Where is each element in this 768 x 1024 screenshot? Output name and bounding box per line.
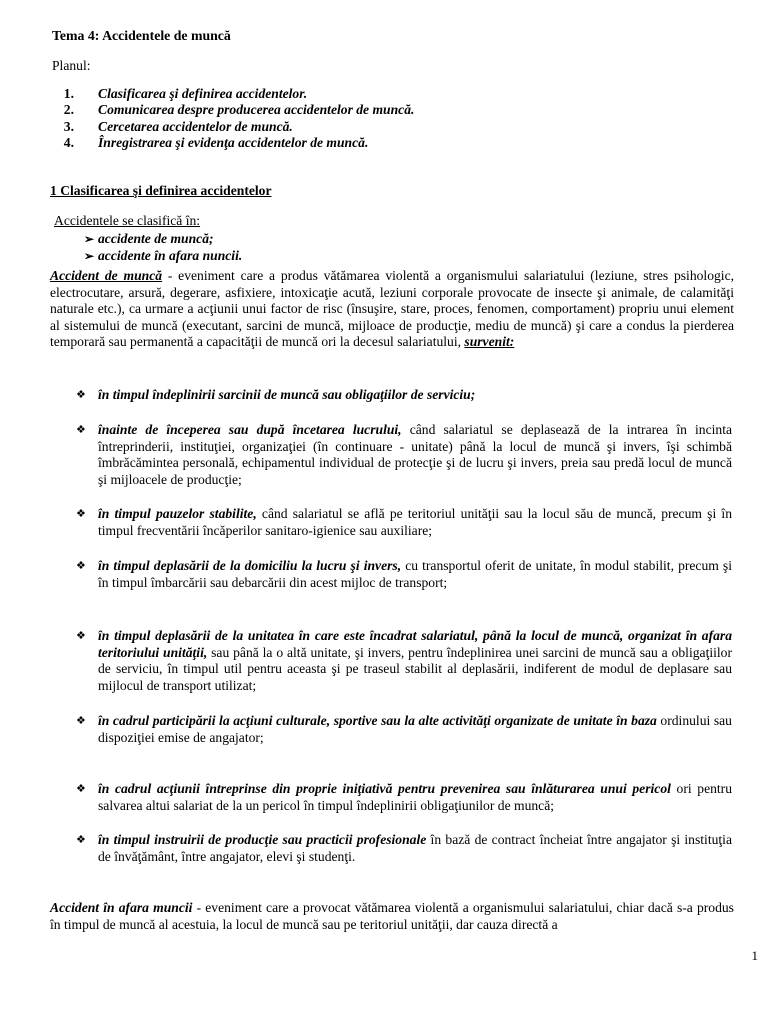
classification-item: ➢ accidente de muncă;	[50, 230, 242, 247]
plan-item: 3. Cercetarea accidentelor de muncă.	[63, 118, 293, 134]
diamond-bullet-icon: ❖	[76, 834, 86, 846]
document-page: Tema 4: Accidentele de muncă Planul: 1. Clasificarea şi definirea accidentelor. 2. Comunicarea despre producerea accidentelor de muncă. 3. Cercetarea accidentelor de muncă. 4. Înregistrarea şi evidenţa accidentelor de muncă. 1 Clasificarea şi definirea accidentelor Accidentele se clasifică în: ➢ accidente de muncă; ➢ accidente în afara nuncii. Accident de muncă - eveniment care a produs vătămarea violentă a organismului salariatului (leziune, stres psihologic, electrocutare, arsură, degerare, asfixiere, intoxicaţie acută, leziuni corporale provocate de insecte şi animale, de calamităţi naturale etc.), ca urmare a acţiunii unui factor de risc (însuşire, stare, proces, fenomen, comportament) propriu unui element al sistemului de muncă (executant, sarcini de muncă, mijloace de producţie, mediu de muncă) şi care a condus la pierderea temporară sau permanentă a capacităţii de muncă ori la decesul salariatului, survenit: ❖ în timpul îndeplinirii sarcinii de muncă sau obligaţiilor de serviciu; ❖ înainte de începerea sau după încetarea lucrului, când salariatul se deplasează de la intrarea în incinta întreprinderii, instituţiei, organizaţiei (în continuare - unitate) până la locul de muncă şi invers, îşi schimbă îmbrăcămintea personală, echipamentul individual de protecţie şi de lucru şi invers, preia sau predă locul de muncă şi mijloacele de producţie; ❖ în timpul pauzelor stabilite, când salariatul se află pe teritoriul unităţii sau la locul său de muncă, precum şi în timpul frecventării încăperilor sanitaro-igienice sau auxiliare; ❖ în timpul deplasării de la domiciliu la lucru şi invers, cu transportul oferit de unitate, în modul stabilit, precum şi în timpul îmbarcării sau debarcării din acest mijloc de transport; ❖ în timpul deplasării de la unitatea în care este încadrat salariatul, până la locul de muncă, organizat în afara teritoriului unităţii, sau până la o altă unitate, şi invers, pentru îndeplinirea unei sarcini de muncă sau a obligaţiilor de serviciu, în timpul util pentru aceasta şi pe traseul stabilit al deplasării, indiferent de modul de deplasare sau mijlocul de transport utilizat; ❖ în cadrul participării la acţiuni culturale, sportive sau la alte activităţi organizate de unitate în baza ordinului sau dispoziţiei emise de angajator; ❖ în cadrul acţiunii întreprinse din proprie iniţiativă pentru prevenirea sau înlăturarea unui pericol ori pentru salvarea altui salariat de la un pericol în timpul îndeplinirii obligaţiunilor de muncă; ❖ în timpul instruirii de producţie sau practicii profesionale în bază de contract încheiat între angajator şi instituţia de învăţământ, între angajator, elevi şi studenţi. Accident în afara muncii - eveniment care a provocat vătămarea violentă a organismului salariatului, chiar dacă s-a produs în timpul de muncă al acestuia, la locul de muncă sau pe teritoriul unităţii, dar cauza directă a 1	[50, 28, 758, 963]
plan-label: Planul:	[52, 58, 91, 73]
diamond-bullet-icon: ❖	[76, 783, 86, 795]
diamond-bullet-icon: ❖	[76, 508, 86, 520]
plan-list	[50, 86, 414, 151]
definition-work-accident: Accident de muncă - eveniment care a produs vătămarea violentă a organismului salariatului (leziune, stres psihologic, electrocutare, arsură, degerare, asfixiere, intoxicaţie acută, leziuni corporale provocate de insecte şi animale, de calamităţi naturale etc.), ca urmare a acţiunii unui factor de risc (însuşire, stare, proces, fenomen, comportament) propriu unui element al sistemului de muncă (executant, sarcini de muncă, mijloace de producţie, mediu de muncă) şi care a condus la pierderea temporară sau permanentă a capacităţii de muncă ori la decesul salariatului, survenit:	[50, 268, 734, 350]
page-number: 1	[751, 948, 758, 963]
diamond-bullet-icon: ❖	[76, 389, 86, 401]
classification-item: ➢ accidente în afara nuncii.	[50, 247, 242, 264]
diamond-bullet-icon: ❖	[76, 715, 86, 727]
plan-item: 4. Înregistrarea şi evidenţa accidentelor de muncă.	[63, 134, 369, 150]
classification-list	[50, 230, 242, 264]
diamond-bullet-icon: ❖	[76, 560, 86, 572]
arrow-bullet-icon: ➢	[83, 249, 94, 263]
plan-item: 1. Clasificarea şi definirea accidentelor.	[63, 86, 308, 101]
definition-non-work-accident: Accident în afara muncii - eveniment care a provocat vătămarea violentă a organismului salariatului, chiar dacă s-a produs în timpul de muncă al acestuia, la locul de muncă sau pe teritoriul unităţii, dar cauza directă a	[50, 900, 734, 932]
document-title: Tema 4: Accidentele de muncă	[52, 28, 231, 43]
classification-intro: Accidentele se clasifică în:	[54, 213, 201, 228]
arrow-bullet-icon: ➢	[83, 232, 94, 246]
diamond-bullet-icon: ❖	[76, 630, 86, 642]
diamond-bullet-icon: ❖	[76, 424, 86, 436]
plan-item: 2. Comunicarea despre producerea accidentelor de muncă.	[63, 102, 415, 118]
section-heading: 1 Clasificarea şi definirea accidentelor	[50, 183, 272, 198]
